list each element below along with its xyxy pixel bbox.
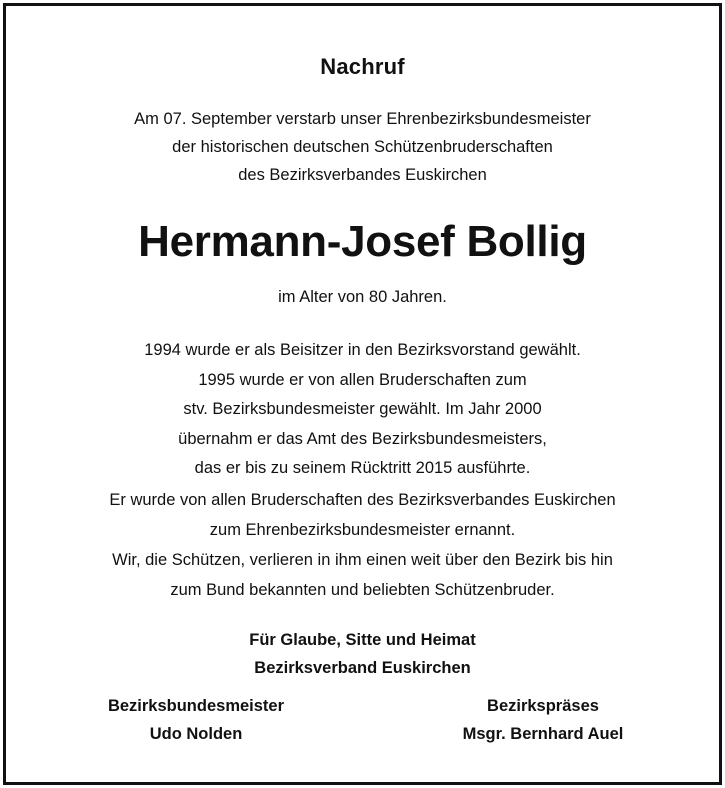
intro-line: des Bezirksverbandes Euskirchen xyxy=(238,166,487,184)
signatory-title: Bezirksbundesmeister xyxy=(107,697,285,715)
paragraph-line: Wir, die Schützen, verlieren in ihm einen weit über den Bezirk bis hin xyxy=(112,551,613,569)
age-line: im Alter von 80 Jahren. xyxy=(278,288,447,306)
paragraph-line: Er wurde von allen Bruderschaften des Bezirksverbandes Euskirchen xyxy=(109,491,616,509)
honor-paragraph xyxy=(6,486,719,545)
signatory-left xyxy=(66,692,326,748)
signatory-right xyxy=(413,692,673,748)
paragraph-line: 1994 wurde er als Beisitzer in den Bezirksvorstand gewählt. xyxy=(144,341,581,359)
organization-name: Bezirksverband Euskirchen xyxy=(254,659,471,677)
signatory-title: Bezirkspräses xyxy=(487,697,599,715)
deceased-name: Hermann-Josef Bollig xyxy=(138,217,587,266)
biography-paragraph xyxy=(6,336,719,484)
motto-text: Für Glaube, Sitte und Heimat xyxy=(249,631,476,649)
obituary-heading: Nachruf xyxy=(320,54,405,79)
paragraph-line: zum Ehrenbezirksbundesmeister ernannt. xyxy=(209,520,516,539)
paragraph-line: zum Bund bekannten und beliebten Schützenbruder. xyxy=(170,580,555,599)
motto-block xyxy=(6,626,719,682)
paragraph-line: stv. Bezirksbundesmeister gewählt. Im Jahr 2000 xyxy=(183,400,542,418)
paragraph-line: das er bis zu seinem Rücktritt 2015 ausführte. xyxy=(194,459,531,477)
tribute-paragraph xyxy=(6,546,719,605)
intro-line: Am 07. September verstarb unser Ehrenbezirksbundesmeister xyxy=(134,110,591,128)
obituary-frame xyxy=(3,3,722,785)
intro-text xyxy=(6,105,719,189)
signatory-name: Udo Nolden xyxy=(149,725,243,743)
signatory-name: Msgr. Bernhard Auel xyxy=(462,725,624,743)
obituary-content xyxy=(6,6,719,782)
paragraph-line: übernahm er das Amt des Bezirksbundesmeisters, xyxy=(178,429,547,448)
intro-line: der historischen deutschen Schützenbruderschaften xyxy=(172,138,553,156)
paragraph-line: 1995 wurde er von allen Bruderschaften zum xyxy=(198,370,527,389)
